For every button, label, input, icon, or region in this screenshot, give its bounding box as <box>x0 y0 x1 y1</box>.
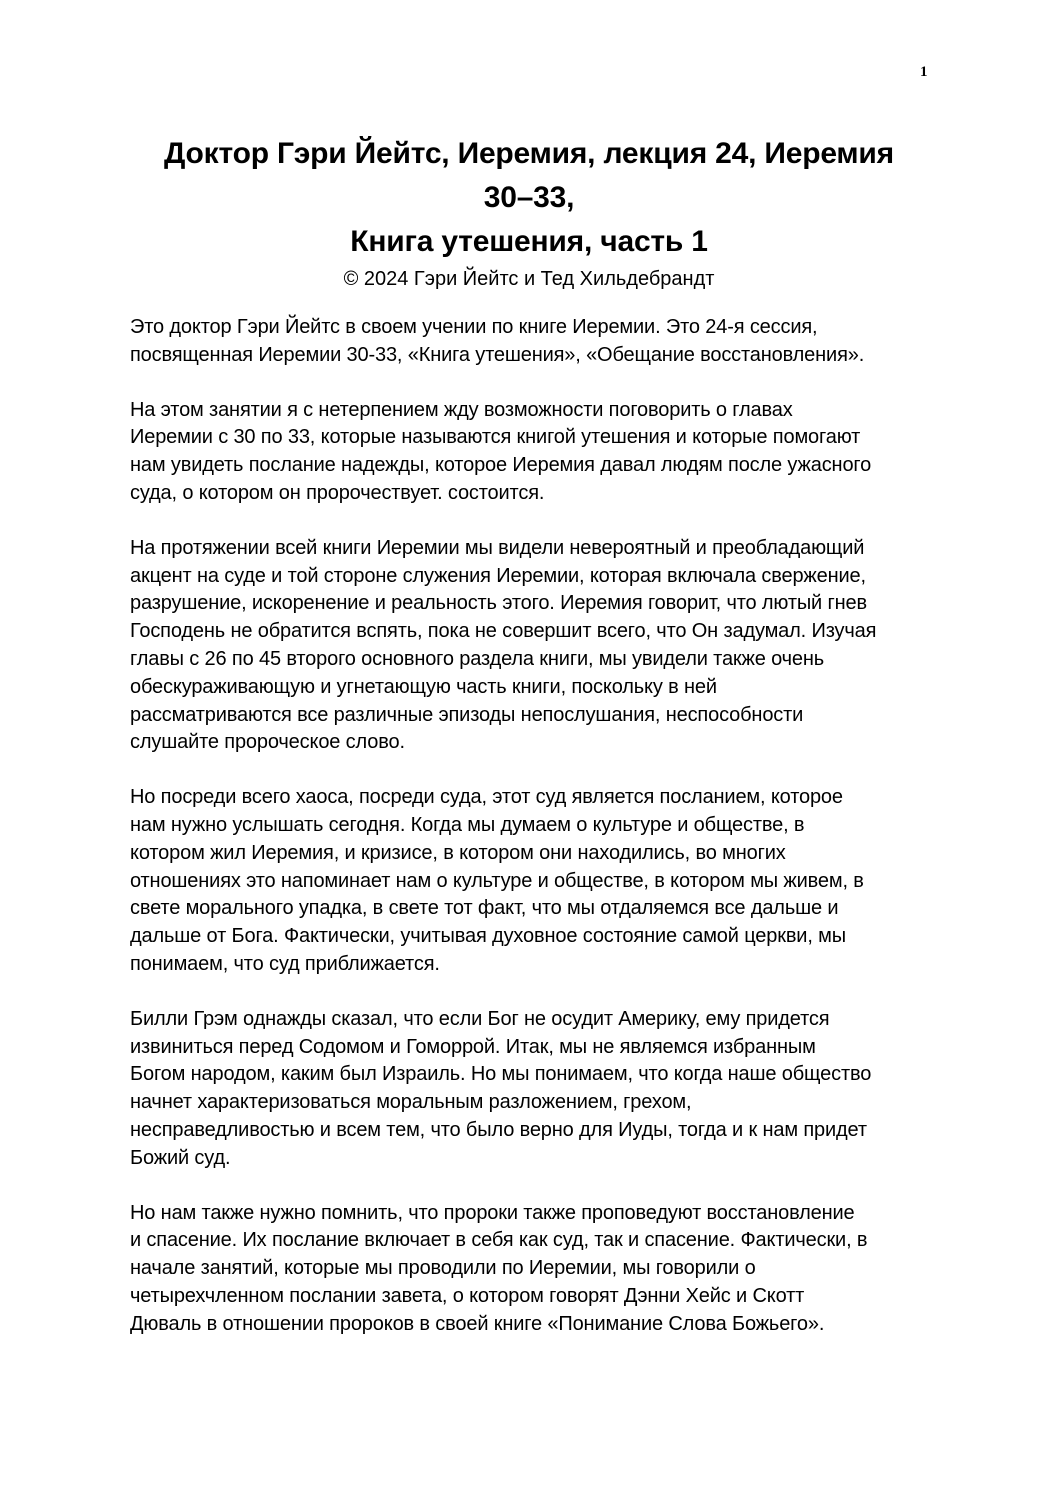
copyright-notice: © 2024 Гэри Йейтс и Тед Хильдебрандт <box>343 268 715 290</box>
text-line: четырехчленном послании завета, о котором говорят Дэнни Хейс и Скотт <box>130 1284 805 1307</box>
text-line: Господень не обратится вспять, пока не совершит всего, что Он задумал. Изучая <box>130 620 877 643</box>
paragraph-6 <box>130 1200 932 1339</box>
title-line-3: Книга утешения, часть 1 <box>350 225 708 258</box>
document-header <box>100 132 958 294</box>
text-line: Дюваль в отношении пророков в своей книге «Понимание Слова Божьего». <box>130 1312 825 1335</box>
page-number: 1 <box>920 64 928 80</box>
text-line: дальше от Бога. Фактически, учитывая духовное состояние самой церкви, мы <box>130 925 846 948</box>
text-line: главы с 26 по 45 второго основного раздела книги, мы увидели также очень <box>130 647 825 670</box>
text-line: Это доктор Гэри Йейтс в своем учении по книге Иеремии. Это 24-я сессия, <box>130 316 818 338</box>
text-line: рассматриваются все различные эпизоды непослушания, неспособности <box>130 703 804 726</box>
text-line: посвященная Иеремии 30-33, «Книга утешения», «Обещание восстановления». <box>130 343 865 366</box>
text-line: свете морального упадка, в свете тот факт, что мы отдаляемся все дальше и <box>130 897 839 920</box>
document-body <box>130 314 932 1366</box>
text-line: На этом занятии я с нетерпением жду возможности поговорить о главах <box>130 398 793 421</box>
paragraph-2 <box>130 397 932 508</box>
text-line: акцент на суде и той стороне служения Иеремии, которая включала свержение, <box>130 564 866 587</box>
text-line: извиниться перед Содомом и Гоморрой. Итак, мы не являемся избранным <box>130 1035 816 1058</box>
text-line: Но посреди всего хаоса, посреди суда, этот суд является посланием, которое <box>130 786 843 809</box>
paragraph-5 <box>130 1006 932 1173</box>
text-line: начнет характеризоваться моральным разложением, грехом, <box>130 1091 692 1114</box>
text-line: отношениях это напоминает нам о культуре и обществе, в котором мы живем, в <box>130 869 864 892</box>
text-line: Но нам также нужно помнить, что пророки также проповедуют восстановление <box>130 1201 855 1224</box>
text-line: начале занятий, которые мы проводили по Иеремии, мы говорили о <box>130 1257 756 1280</box>
text-line: нам нужно услышать сегодня. Когда мы думаем о культуре и обществе, в <box>130 813 805 836</box>
text-line: разрушение, искоренение и реальность этого. Иеремия говорит, что лютый гнев <box>130 592 867 615</box>
text-line: несправедливостью и всем тем, что было верно для Иуды, тогда и к нам придет <box>130 1118 867 1141</box>
text-line: суда, о котором он пророчествует. состоится. <box>130 481 545 504</box>
paragraph-4 <box>130 784 932 979</box>
text-line: На протяжении всей книги Иеремии мы видели невероятный и преобладающий <box>130 536 865 559</box>
text-line: котором жил Иеремия, и кризисе, в котором они находились, во многих <box>130 841 786 864</box>
text-line: Билли Грэм однажды сказал, что если Бог не осудит Америку, ему придется <box>130 1007 830 1030</box>
text-line: слушайте пророческое слово. <box>130 731 405 754</box>
text-line: понимаем, что суд приближается. <box>130 952 440 975</box>
title-line-2: 30–33, <box>483 181 575 214</box>
text-line: Божий суд. <box>130 1146 231 1169</box>
text-line: Иеремии с 30 по 33, которые называются книгой утешения и которые помогают <box>130 426 861 449</box>
text-line: нам увидеть послание надежды, которое Иеремия давал людям после ужасного <box>130 454 872 477</box>
paragraph-3 <box>130 535 932 757</box>
text-line: Богом народом, каким был Израиль. Но мы понимаем, что когда наше общество <box>130 1063 872 1086</box>
text-line: обескураживающую и угнетающую часть книги, поскольку в ней <box>130 675 717 698</box>
text-line: и спасение. Их послание включает в себя как суд, так и спасение. Фактически, в <box>130 1229 868 1252</box>
title-line-1: Доктор Гэри Йейтс, Иеремия, лекция 24, Иеремия <box>164 137 894 170</box>
paragraph-1 <box>130 314 932 370</box>
